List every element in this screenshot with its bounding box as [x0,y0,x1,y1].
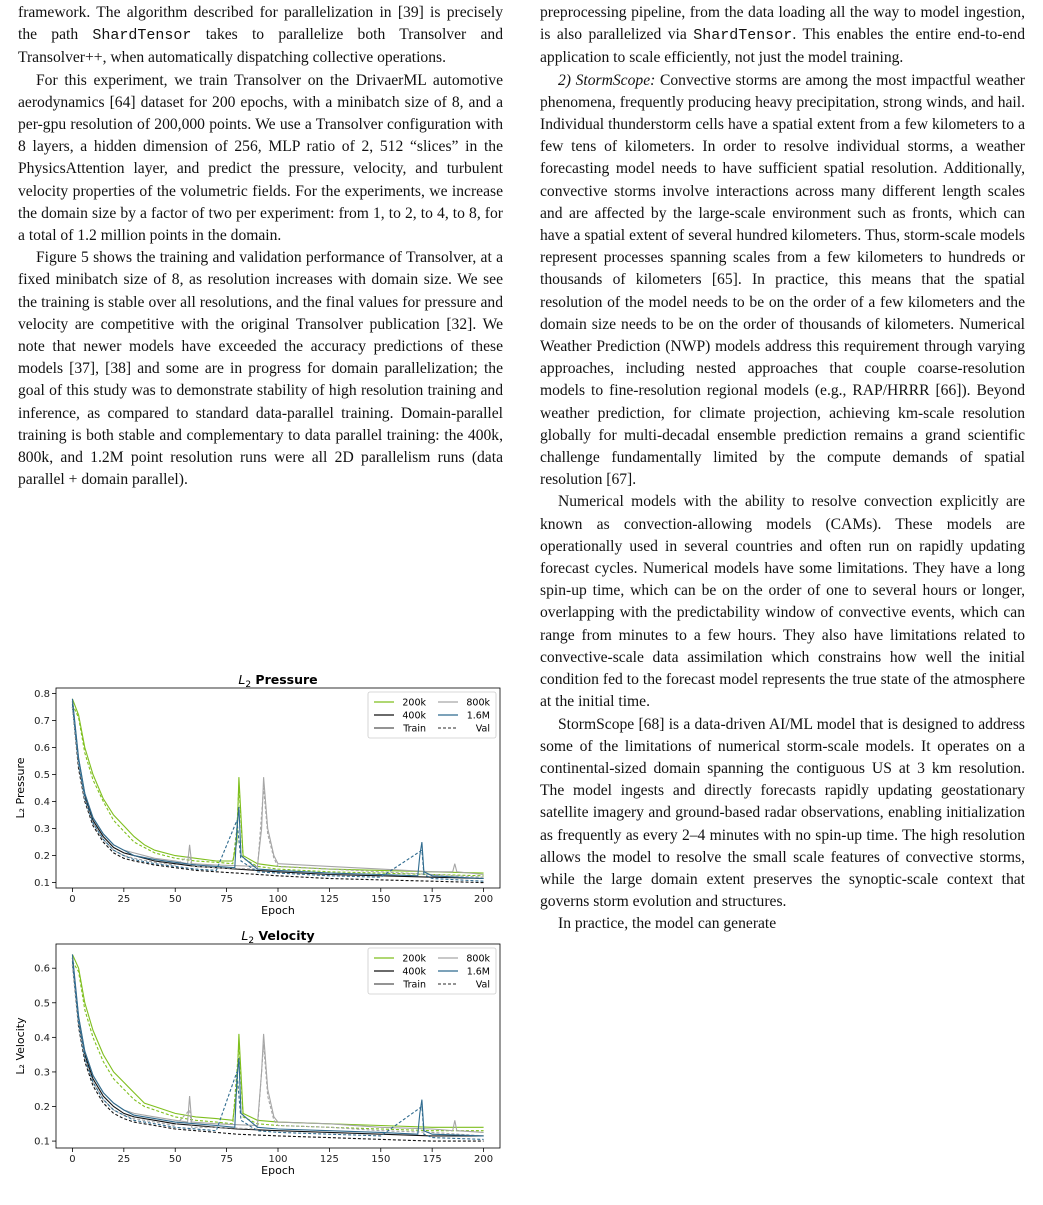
left-p1-code: ShardTensor [92,27,192,45]
y-axis-label: L₂ Pressure [14,757,27,819]
x-tick-label: 125 [319,1154,339,1165]
x-tick-label: 200 [474,1154,494,1165]
x-tick-label: 0 [69,894,76,905]
chart-l2-pressure [10,672,510,930]
chart-title-prefix: L [241,928,249,943]
left-p1-text-b: takes to parallelize both Transolver and Transolver++, when automatically dispatching collective operations. [18,26,503,67]
y-tick-label: 0.4 [34,1032,50,1044]
x-tick-label: 200 [474,894,494,905]
chart-l2-velocity [10,928,510,1190]
x-tick-label: 150 [371,1154,391,1165]
right-p1-text-b: . This enables the entire end-to-end application to scale efficiently, not just the model training. [540,26,1026,67]
y-tick-label: 0.5 [34,769,50,781]
right-paragraph-1 [540,2,1025,70]
chart-title [241,928,314,946]
x-axis-label: Epoch [261,1164,295,1177]
legend-label: 1.6M [466,966,490,978]
chart-title-bold: Velocity [254,928,315,943]
x-tick-label: 150 [371,894,391,905]
y-tick-label: 0.1 [34,1136,50,1148]
x-tick-label: 100 [268,1154,288,1165]
chart-title [238,672,317,690]
y-tick-label: 0.2 [34,851,50,863]
x-tick-label: 175 [422,1154,442,1165]
chart-title-prefix: L [238,672,246,687]
y-tick-label: 0.7 [34,715,50,727]
right-p1-text-a: preprocessing pipeline, from the data loading all the way to model ingestion, is also parallelized via [540,4,1025,44]
legend-label: 800k [466,953,490,965]
chart-title-subscript: 2 [245,680,252,690]
left-paragraph-1 [18,2,503,70]
right-paragraph-5: In practice, the model can generate [558,915,777,933]
x-tick-label: 50 [168,1154,182,1165]
y-tick-label: 0.2 [34,1102,50,1114]
chart-title-subscript: 2 [248,936,255,946]
y-tick-label: 0.6 [34,963,50,975]
x-tick-label: 50 [168,894,182,905]
y-tick-label: 0.3 [34,824,50,836]
x-tick-label: 75 [220,894,233,905]
legend-label: Train [403,979,426,991]
y-axis-label: L₂ Velocity [14,1017,27,1075]
x-tick-label: 100 [268,894,288,905]
right-paragraph-3: Numerical models with the ability to resolve convection explicitly are known as convection-allowing models (CAMs). These models are operationally used in several countries and often run on rapidly updating forecast cycles. Numerical models have some limitations. They have a long spin-up time, which can be on the order of one to several hours or longer, overlapping with the predictability window of convective events, which can range from minutes to a few hours. They also have limitations related to convective-scale data assimilation which constrains how well the initial condition fed to the forecast model represents the true state of the atmosphere at the initial time. [540,493,1025,711]
y-tick-label: 0.4 [34,797,50,809]
figure-velocity [10,928,510,1195]
legend-label: Train [403,723,426,735]
legend-label: 800k [466,697,490,709]
x-tick-label: 0 [69,1154,76,1165]
right-column [540,2,1025,936]
legend-label: 200k [402,953,426,965]
left-p1-text-a: framework. The algorithm described for parallelization in [39] is precisely the path [18,4,503,44]
chart-title-bold: Pressure [251,672,318,687]
x-tick-label: 125 [319,894,339,905]
legend-label: Val [475,979,490,991]
right-p1-code: ShardTensor [693,27,793,45]
legend-label: 200k [402,697,426,709]
x-tick-label: 75 [220,1154,233,1165]
left-paragraph-2: For this experiment, we train Transolver on the DrivaerML automotive aerodynamics [64] dataset for 200 epochs, with a minibatch size of 8, and a per-gpu resolution of 200,000 points. We use a Transolver configuration with 8 layers, a hidden dimension of 256, MLP ratio of 2, 512 “slices” in the PhysicsAttention layer, and predict the pressure, velocity, and turbulent velocity properties of the volumetric fields. For the experiments, we increase the domain size by a factor of two per experiment: from 1, to 2, to 4, to 8, for a total of 1.2 million points in the domain. [18,71,503,245]
left-column [18,2,503,491]
x-axis-label: Epoch [261,904,295,917]
right-paragraph-2 [540,70,1025,492]
x-tick-label: 25 [117,894,131,905]
legend-label: 400k [402,966,426,978]
x-tick-label: 175 [422,894,442,905]
y-tick-label: 0.8 [34,688,50,700]
y-tick-label: 0.6 [34,742,50,754]
y-tick-label: 0.1 [34,878,50,890]
y-tick-label: 0.5 [34,998,50,1010]
figure-pressure [10,672,510,935]
left-paragraph-3: Figure 5 shows the training and validation performance of Transolver, at a fixed minibatch size of 8, as resolution increases with domain size. We see the training is stable over all resolutions, and the final values for pressure and velocity are competitive with the original Transolver publication [32]. We note that newer models have exceeded the accuracy predictions of these models [37], [38] and some are in progress for domain parallelization; the goal of this study was to demonstrate stability of high resolution training and inference, as compared to standard data-parallel training. Domain-parallel training is both stable and complementary to data parallel training: the 400k, 800k, and 1.2M point resolution runs were all 2D parallelism runs (data parallel + domain parallel). [18,249,503,489]
legend-label: 1.6M [466,710,490,722]
right-p2-text: Convective storms are among the most impactful weather phenomena, frequently producing heavy precipitation, strong winds, and hail. Individual thunderstorm cells have a spatial extent from a few kilometers to a few tens of kilometers. In order to resolve individual storms, a weather forecasting model needs to have sufficient spatial resolution. Additionally, convective storms involve interactions across many different length scales and are affected by the large-scale environment such as fronts, which can have a spatial extent of several hundred kilometers. Thus, storm-scale models represent processes spanning scales from a few kilometers to hundreds or thousands of kilometers [65]. In practice, this means that the spatial resolution of the model needs to be on the order of a few kilometers and the domain size needs to be on the order of thousands of kilometers. Numerical Weather Prediction (NWP) models address this requirement through varying approaches, including nested approaches that couple coarse-resolution models to fine-resolution regional models (e.g., RAP/HRRR [66]). Beyond weather prediction, for climate projection, achieving km-scale resolution globally for multi-decadal ensemble prediction remains a grand scientific challenge fundamentally limited by the compute demands of spatial resolution [67]. [540,71,1025,489]
right-paragraph-4: StormScope [68] is a data-driven AI/ML model that is designed to address some of the limitations of numerical storm-scale models. It operates on a continental-sized domain spanning the contiguous US at 3 km resolution. The model ingests and directly forecasts rapidly updating geostationary satellite imagery and ground-based radar observations, enabling initialization as frequently as every 2–4 minutes with no spin-up time. The high resolution allows the model to resolve the small scale features of convective storms, while the large domain extent preserves the synoptic-scale context that governs storm evolution and structures. [540,715,1025,911]
section-heading-stormscope: 2) StormScope: [558,71,656,89]
y-tick-label: 0.3 [34,1067,50,1079]
legend-label: Val [475,723,490,735]
legend-label: 400k [402,710,426,722]
x-tick-label: 25 [117,1154,131,1165]
